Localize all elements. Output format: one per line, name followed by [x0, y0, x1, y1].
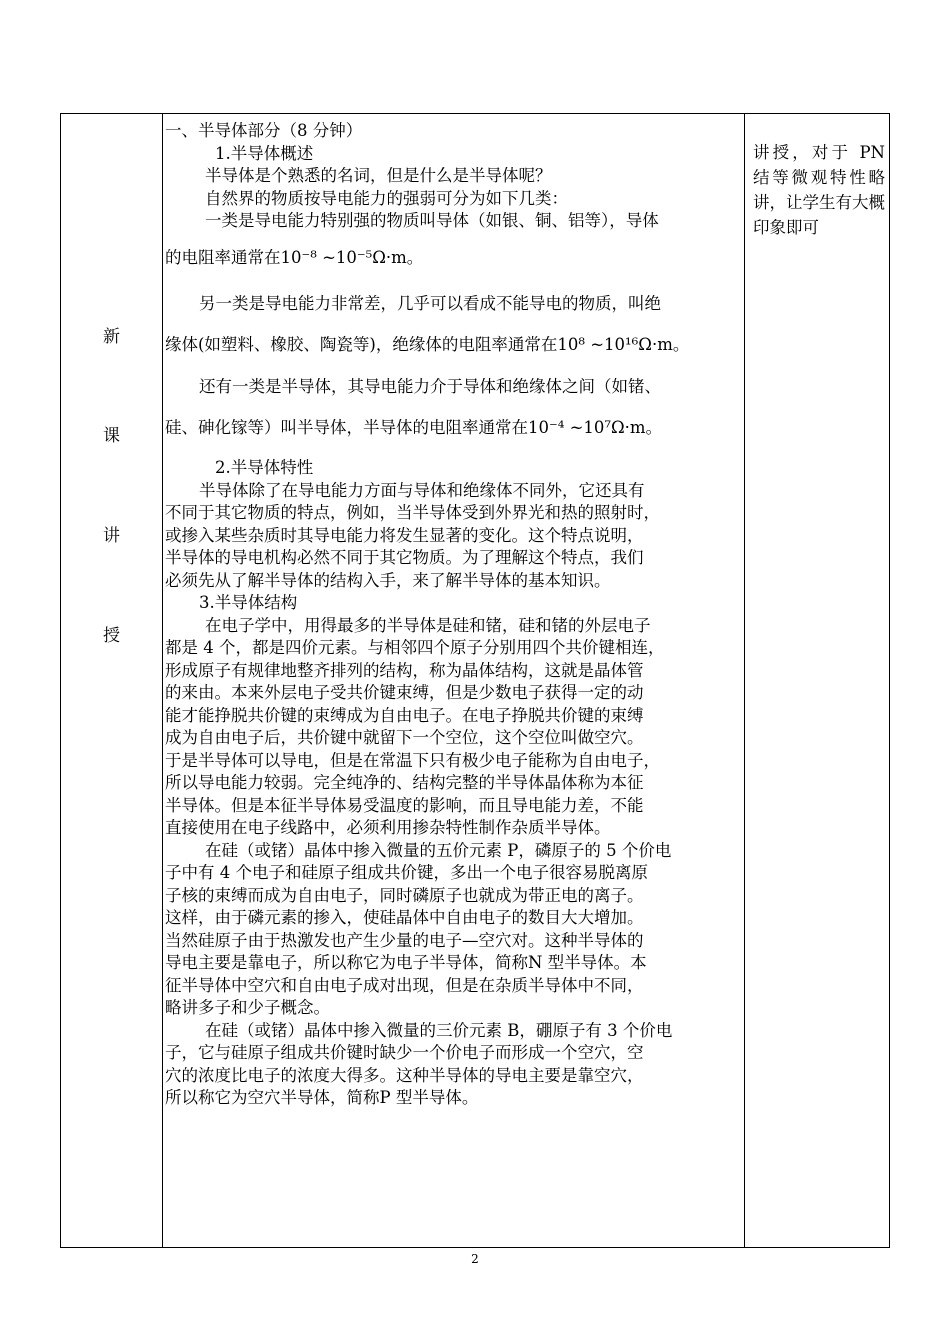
paragraph-line: 直接使用在电子线路中，必须利用掺杂特性制作杂质半导体。	[165, 818, 611, 837]
paragraph-line: 于是半导体可以导电，但是在常温下只有极少电子能称为自由电子，	[165, 750, 660, 770]
page-number: 2	[471, 1252, 479, 1266]
paragraph-line: 这样，由于磷元素的掺入，使硅晶体中自由电子的数目大大增加。	[165, 908, 644, 927]
paragraph-line: 必须先从了解半导体的结构入手，来了解半导体的基本知识。	[165, 570, 611, 590]
paragraph-line: 能才能挣脱共价键的束缚成为自由电子。在电子挣脱共价键的束缚	[165, 705, 644, 725]
column-divider	[744, 114, 745, 1247]
paragraph-line: 导电主要是靠电子，所以称它为电子半导体，简称N 型半导体。本	[165, 953, 647, 972]
section-label-char: 课	[103, 426, 120, 446]
paragraph-line: 当然硅原子由于热激发也产生少量的电子—空穴对。这种半导体的	[165, 930, 644, 950]
paragraph-line: 半导体的导电机构必然不同于其它物质。为了理解这个特点，我们	[165, 548, 644, 567]
section-label-char: 讲	[103, 526, 120, 546]
paragraph-line: 子核的束缚而成为自由电子，同时磷原子也就成为带正电的离子。	[165, 885, 644, 905]
paragraph-line: 穴的浓度比电子的浓度大得多。这种半导体的导电主要是靠空穴，	[165, 1065, 644, 1085]
paragraph-line: 成为自由电子后，共价键中就留下一个空位，这个空位叫做空穴。	[165, 728, 644, 747]
section-label-char: 授	[103, 626, 120, 646]
paragraph-line: 在硅（或锗）晶体中掺入微量的三价元素 B，硼原子有 3 个价电	[205, 1020, 673, 1040]
paragraph-line: 半导体除了在导电能力方面与导体和绝缘体不同外，它还具有	[199, 480, 645, 500]
section-label-char: 新	[103, 327, 120, 347]
paragraph-line: 征半导体中空穴和自由电子成对出现，但是在杂质半导体中不同，	[165, 975, 644, 995]
paragraph-line: 半导体是个熟悉的名词，但是什么是半导体呢？	[205, 166, 552, 185]
paragraph-line: 子，它与硅原子组成共价键时缺少一个价电子而形成一个空穴，空	[165, 1043, 644, 1062]
paragraph-line: 在电子学中，用得最多的半导体是硅和锗，硅和锗的外层电子	[205, 615, 651, 635]
paragraph-line: 的来由。本来外层电子受共价键束缚，但是少数电子获得一定的动	[165, 683, 644, 702]
paragraph-line: 子中有 4 个电子和硅原子组成共价键，多出一个电子很容易脱离原	[165, 863, 648, 882]
paragraph-line: 硅、砷化镓等）叫半导体，半导体的电阻率通常在10⁻⁴ ~10⁷Ω·m。	[165, 417, 663, 437]
paragraph-line: 一类是导电能力特别强的物质叫导体（如银、铜、铝等），导体	[205, 211, 659, 230]
paragraph-line: 或掺入某些杂质时其导电能力将发生显著的变化。这个特点说明，	[165, 525, 644, 545]
section-label-cell	[61, 114, 162, 1247]
paragraph-line: 还有一类是半导体，其导电能力介于导体和绝缘体之间（如锗、	[199, 377, 661, 396]
teaching-note: 讲授，对于 PN 结等微观特性略讲，让学生有大概印象即可	[753, 143, 885, 237]
subsection-heading: 2.半导体特性	[215, 458, 314, 477]
paragraph-line: 半导体。但是本征半导体易受温度的影响，而且导电能力差，不能	[165, 795, 644, 815]
paragraph-line: 不同于其它物质的特点，例如，当半导体受到外界光和热的照射时，	[165, 503, 660, 522]
subsection-heading: 1.半导体概述	[215, 143, 314, 163]
paragraph-line: 另一类是导电能力非常差，几乎可以看成不能导电的物质，叫绝	[199, 294, 661, 313]
paragraph-line: 缘体(如塑料、橡胶、陶瓷等)，绝缘体的电阻率通常在10⁸ ~10¹⁶Ω·m。	[165, 334, 690, 354]
lesson-table	[60, 113, 890, 1248]
paragraph-line: 都是 4 个，都是四价元素。与相邻四个原子分别用四个共价键相连，	[165, 638, 665, 657]
subsection-heading: 3.半导体结构	[199, 593, 298, 612]
paragraph-line: 所以称它为空穴半导体，简称P 型半导体。	[165, 1088, 479, 1107]
paragraph-line: 的电阻率通常在10⁻⁸ ~10⁻⁵Ω·m。	[165, 247, 424, 267]
paragraph-line: 自然界的物质按导电能力的强弱可分为如下几类：	[205, 188, 568, 208]
column-divider	[162, 114, 163, 1247]
paragraph-line: 在硅（或锗）晶体中掺入微量的五价元素 P，磷原子的 5 个价电	[205, 840, 672, 860]
lesson-content	[165, 120, 743, 1110]
paragraph-line: 所以导电能力较弱。完全纯净的、结构完整的半导体晶体称为本征	[165, 773, 644, 792]
section-heading: 一、半导体部分（8 分钟）	[165, 121, 363, 140]
paragraph-line: 形成原子有规律地整齐排列的结构，称为晶体结构，这就是晶体管	[165, 660, 644, 680]
paragraph-line: 略讲多子和少子概念。	[165, 998, 330, 1017]
